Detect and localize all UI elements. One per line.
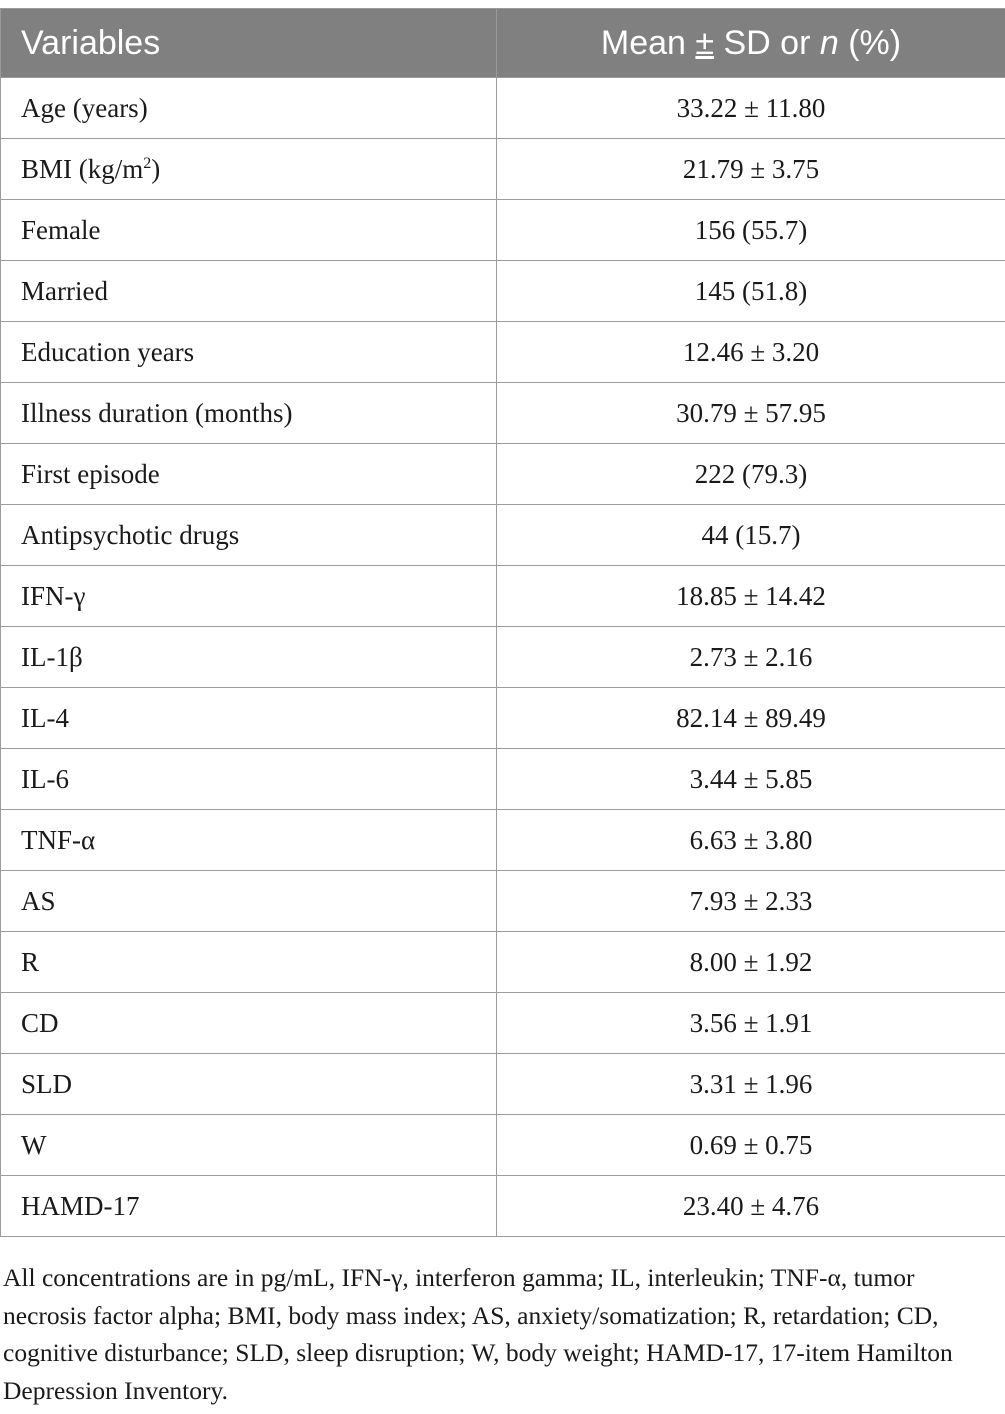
row-value: 82.14 ± 89.49 bbox=[497, 688, 1005, 749]
data-table-container bbox=[0, 8, 1005, 1237]
row-value: 0.69 ± 0.75 bbox=[497, 1115, 1005, 1176]
row-variable bbox=[1, 1115, 497, 1176]
row-value: 44 (15.7) bbox=[497, 505, 1005, 566]
row-variable bbox=[1, 871, 497, 932]
table-row bbox=[1, 261, 1005, 322]
row-variable bbox=[1, 505, 497, 566]
row-variable-label: R bbox=[21, 946, 40, 977]
row-variable-tail: ) bbox=[151, 153, 161, 184]
row-variable bbox=[1, 627, 497, 688]
row-variable-label: TNF-α bbox=[21, 824, 96, 855]
row-value: 145 (51.8) bbox=[497, 261, 1005, 322]
row-variable-superscript: 2 bbox=[143, 154, 152, 172]
header-pm-symbol: ± bbox=[695, 23, 715, 62]
row-value: 33.22 ± 11.80 bbox=[497, 78, 1005, 139]
table-row bbox=[1, 200, 1005, 261]
table-row bbox=[1, 444, 1005, 505]
table-header bbox=[1, 9, 1005, 78]
header-variables: Variables bbox=[1, 9, 497, 78]
row-variable-label: Illness duration (months) bbox=[21, 397, 293, 428]
header-mean-label: Mean bbox=[600, 23, 696, 62]
row-variable bbox=[1, 810, 497, 871]
table-row bbox=[1, 78, 1005, 139]
row-variable-label: IL-4 bbox=[21, 702, 69, 733]
row-variable-label: W bbox=[21, 1129, 47, 1160]
demographics-table bbox=[0, 8, 1005, 1237]
row-variable bbox=[1, 383, 497, 444]
table-row bbox=[1, 383, 1005, 444]
table-row bbox=[1, 322, 1005, 383]
row-variable bbox=[1, 1176, 497, 1237]
table-row bbox=[1, 993, 1005, 1054]
row-value: 7.93 ± 2.33 bbox=[497, 871, 1005, 932]
row-value: 21.79 ± 3.75 bbox=[497, 139, 1005, 200]
row-value: 2.73 ± 2.16 bbox=[497, 627, 1005, 688]
table-row bbox=[1, 871, 1005, 932]
row-variable-label: Age (years) bbox=[21, 92, 148, 123]
row-variable bbox=[1, 566, 497, 627]
row-value: 8.00 ± 1.92 bbox=[497, 932, 1005, 993]
table-row bbox=[1, 627, 1005, 688]
row-value: 23.40 ± 4.76 bbox=[497, 1176, 1005, 1237]
row-value: 18.85 ± 14.42 bbox=[497, 566, 1005, 627]
row-value: 12.46 ± 3.20 bbox=[497, 322, 1005, 383]
header-mean-sd bbox=[497, 9, 1005, 78]
row-variable-label: BMI (kg/m bbox=[21, 153, 144, 184]
row-variable bbox=[1, 993, 497, 1054]
row-variable bbox=[1, 139, 497, 200]
row-variable-label: Female bbox=[21, 214, 101, 245]
row-variable bbox=[1, 749, 497, 810]
header-n-label: n bbox=[819, 23, 839, 62]
row-variable-label: Education years bbox=[21, 336, 195, 367]
row-variable-label: CD bbox=[21, 1007, 59, 1038]
row-variable-label: Antipsychotic drugs bbox=[21, 519, 240, 550]
row-variable bbox=[1, 78, 497, 139]
header-row bbox=[1, 9, 1005, 78]
table-body bbox=[1, 78, 1005, 1237]
row-value: 3.31 ± 1.96 bbox=[497, 1054, 1005, 1115]
row-variable-label: IL-6 bbox=[21, 763, 69, 794]
row-variable bbox=[1, 444, 497, 505]
table-row bbox=[1, 139, 1005, 200]
row-variable-label: IFN-γ bbox=[21, 580, 86, 611]
row-variable bbox=[1, 200, 497, 261]
row-variable bbox=[1, 688, 497, 749]
table-row bbox=[1, 932, 1005, 993]
header-sd-label: SD or bbox=[714, 23, 820, 62]
table-row bbox=[1, 566, 1005, 627]
row-variable-label: Married bbox=[21, 275, 108, 306]
table-row bbox=[1, 1176, 1005, 1237]
row-value: 6.63 ± 3.80 bbox=[497, 810, 1005, 871]
table-row bbox=[1, 1115, 1005, 1176]
row-variable bbox=[1, 1054, 497, 1115]
row-value: 30.79 ± 57.95 bbox=[497, 383, 1005, 444]
row-value: 156 (55.7) bbox=[497, 200, 1005, 261]
row-variable-label: HAMD-17 bbox=[21, 1190, 140, 1221]
row-value: 222 (79.3) bbox=[497, 444, 1005, 505]
row-variable bbox=[1, 261, 497, 322]
row-variable bbox=[1, 322, 497, 383]
row-variable-label: SLD bbox=[21, 1068, 73, 1099]
row-value: 3.44 ± 5.85 bbox=[497, 749, 1005, 810]
table-row bbox=[1, 1054, 1005, 1115]
table-row bbox=[1, 505, 1005, 566]
row-variable bbox=[1, 932, 497, 993]
table-footnote: All concentrations are in pg/mL, IFN-γ, interferon gamma; IL, interleukin; TNF-α, tumor necrosis factor alpha; BMI, body mass index; AS, anxiety/somatization; R, retardation; CD, cognitive disturbance; SLD, sleep disruption; W, body weight; HAMD-17, 17-item Hamilton Depression Inventory. bbox=[3, 1263, 953, 1405]
table-row bbox=[1, 810, 1005, 871]
row-variable-label: IL-1β bbox=[21, 641, 83, 672]
table-row bbox=[1, 749, 1005, 810]
row-variable-label: AS bbox=[21, 885, 56, 916]
row-value: 3.56 ± 1.91 bbox=[497, 993, 1005, 1054]
header-percent-label: (%) bbox=[838, 23, 902, 62]
row-variable-label: First episode bbox=[21, 458, 160, 489]
table-row bbox=[1, 688, 1005, 749]
